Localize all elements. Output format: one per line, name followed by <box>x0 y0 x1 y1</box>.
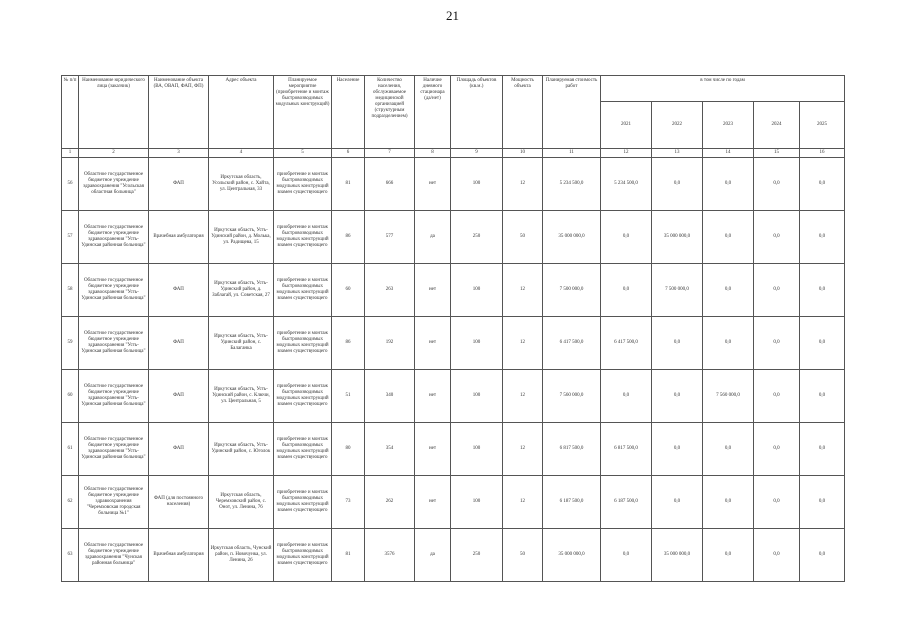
cell-row-number: 56 <box>62 158 79 211</box>
header-year-2023: 2023 <box>703 102 754 149</box>
header-name: Наименование юридического лица (заказчик) <box>79 76 149 149</box>
cell-year-2021: 0,0 <box>601 264 652 317</box>
cell-year-2025: 0,0 <box>800 423 845 476</box>
cell-year-2022: 35 000 000,0 <box>652 211 703 264</box>
cell-year-2023: 0,0 <box>703 211 754 264</box>
cell-year-2023: 7 560 000,0 <box>703 370 754 423</box>
header-year-2024: 2024 <box>754 102 800 149</box>
cell-address: Иркутская область, Усть-Удинский район, д. Заблагай, ул. Советская, 27 <box>209 264 274 317</box>
cell-measure: приобретение и монтаж быстровозводимых модульных конструкций взамен существующего <box>274 529 332 582</box>
table-row <box>62 423 845 476</box>
header-capacity: Количество населения, обслуживаемое медицинской организацией (структурным подразделением) <box>365 76 415 149</box>
header-year-2021: 2021 <box>601 102 652 149</box>
cell-year-2021: 6 417 500,0 <box>601 317 652 370</box>
col-number: 1 <box>62 149 79 158</box>
cell-area: 250 <box>451 211 503 264</box>
col-number: 16 <box>800 149 845 158</box>
cell-power: 12 <box>503 317 543 370</box>
cell-object-type: ФАП <box>149 423 209 476</box>
header-row <box>62 76 845 102</box>
cell-address: Иркутская область, Усть-Удинский район, с. Юголок <box>209 423 274 476</box>
cell-power: 50 <box>503 211 543 264</box>
cell-measure: приобретение и монтаж быстровозводимых модульных конструкций взамен существующего <box>274 423 332 476</box>
header-address: Адрес объекта <box>209 76 274 149</box>
cell-cost: 6 817 500,0 <box>543 423 601 476</box>
header-staff: Наличие дневного стационара (да/нет) <box>415 76 451 149</box>
cell-power: 12 <box>503 158 543 211</box>
col-number: 11 <box>543 149 601 158</box>
cell-row-number: 62 <box>62 476 79 529</box>
cell-organization-name: Областное государственное бюджетное учреждение здравоохранения "Усольская областная больница" <box>79 158 149 211</box>
cell-year-2025: 0,0 <box>800 370 845 423</box>
cell-area: 100 <box>451 264 503 317</box>
cell-year-2025: 0,0 <box>800 264 845 317</box>
cell-year-2022: 0,0 <box>652 317 703 370</box>
cell-object-type: ФАП <box>149 158 209 211</box>
cell-object-type: Врачебная амбулатория <box>149 529 209 582</box>
cell-day-hospital: нет <box>415 317 451 370</box>
cell-object-type: ФАП <box>149 264 209 317</box>
page-number: 21 <box>446 8 459 23</box>
cell-power: 12 <box>503 423 543 476</box>
cell-year-2024: 0,0 <box>754 211 800 264</box>
cell-year-2025: 0,0 <box>800 476 845 529</box>
cell-day-hospital: да <box>415 211 451 264</box>
cell-measure: приобретение и монтаж быстровозводимых модульных конструкций взамен существующего <box>274 317 332 370</box>
col-number: 4 <box>209 149 274 158</box>
cell-capacity: 262 <box>365 476 415 529</box>
cell-year-2024: 0,0 <box>754 476 800 529</box>
cell-cost: 6 417 500,0 <box>543 317 601 370</box>
cell-power: 12 <box>503 476 543 529</box>
cell-capacity: 577 <box>365 211 415 264</box>
col-number: 15 <box>754 149 800 158</box>
col-number: 3 <box>149 149 209 158</box>
cell-day-hospital: нет <box>415 370 451 423</box>
cell-area: 100 <box>451 317 503 370</box>
header-years-group: в том числе по годам <box>601 76 845 102</box>
cell-address: Иркутская область, Усть-Удинский район, с. Балаганка <box>209 317 274 370</box>
header-num: № п/п <box>62 76 79 149</box>
cell-measure: приобретение и монтаж быстровозводимых модульных конструкций взамен существующего <box>274 158 332 211</box>
cell-cost: 6 187 500,0 <box>543 476 601 529</box>
cell-population-index: 81 <box>332 529 365 582</box>
cell-cost: 7 500 000,0 <box>543 264 601 317</box>
cell-year-2021: 0,0 <box>601 211 652 264</box>
col-number: 9 <box>451 149 503 158</box>
header-year-2025: 2025 <box>800 102 845 149</box>
cell-cost: 35 000 000,0 <box>543 529 601 582</box>
cell-measure: приобретение и монтаж быстровозводимых модульных конструкций взамен существующего <box>274 476 332 529</box>
cell-day-hospital: нет <box>415 158 451 211</box>
header-pop: Население <box>332 76 365 149</box>
facilities-table <box>61 75 845 582</box>
cell-year-2022: 35 000 000,0 <box>652 529 703 582</box>
cell-row-number: 59 <box>62 317 79 370</box>
cell-population-index: 86 <box>332 211 365 264</box>
cell-organization-name: Областное государственное бюджетное учреждение здравоохранения "Усть-Удинская районная больница" <box>79 423 149 476</box>
col-number: 10 <box>503 149 543 158</box>
cell-power: 50 <box>503 529 543 582</box>
cell-cost: 7 560 000,0 <box>543 370 601 423</box>
cell-year-2022: 0,0 <box>652 476 703 529</box>
cell-population-index: 80 <box>332 423 365 476</box>
table-row <box>62 211 845 264</box>
cell-cost: 5 234 500,0 <box>543 158 601 211</box>
cell-area: 250 <box>451 529 503 582</box>
cell-population-index: 60 <box>332 264 365 317</box>
cell-object-type: ФАП (для постоянного населения) <box>149 476 209 529</box>
cell-measure: приобретение и монтаж быстровозводимых модульных конструкций взамен существующего <box>274 370 332 423</box>
col-number: 14 <box>703 149 754 158</box>
cell-organization-name: Областное государственное бюджетное учреждение здравоохранения "Усть-Удинская районная больница" <box>79 370 149 423</box>
cell-day-hospital: нет <box>415 476 451 529</box>
cell-address: Иркутская область, Черемховский район, с. Онот, ул. Ленина, 76 <box>209 476 274 529</box>
cell-year-2024: 0,0 <box>754 370 800 423</box>
cell-capacity: 666 <box>365 158 415 211</box>
cell-year-2024: 0,0 <box>754 423 800 476</box>
col-number: 6 <box>332 149 365 158</box>
col-number: 7 <box>365 149 415 158</box>
cell-year-2021: 0,0 <box>601 529 652 582</box>
cell-day-hospital: нет <box>415 423 451 476</box>
cell-population-index: 81 <box>332 158 365 211</box>
cell-organization-name: Областное государственное бюджетное учреждение здравоохранения "Чунская районная больница" <box>79 529 149 582</box>
cell-year-2024: 0,0 <box>754 158 800 211</box>
cell-day-hospital: да <box>415 529 451 582</box>
cell-year-2022: 0,0 <box>652 370 703 423</box>
cell-organization-name: Областное государственное бюджетное учреждение здравоохранения "Усть-Удинская районная больница" <box>79 317 149 370</box>
column-number-row <box>62 149 845 158</box>
col-number: 13 <box>652 149 703 158</box>
cell-measure: приобретение и монтаж быстровозводимых модульных конструкций взамен существующего <box>274 211 332 264</box>
cell-capacity: 263 <box>365 264 415 317</box>
cell-row-number: 57 <box>62 211 79 264</box>
cell-area: 100 <box>451 423 503 476</box>
cell-address: Иркутская область, Усть-Удинский район, д. Молька, ул. Радищева, 15 <box>209 211 274 264</box>
cell-measure: приобретение и монтаж быстровозводимых модульных конструкций взамен существующего <box>274 264 332 317</box>
cell-address: Иркутская область, Усольский район, с. Хайта, ул. Центральная, 33 <box>209 158 274 211</box>
cell-year-2023: 0,0 <box>703 317 754 370</box>
cell-population-index: 86 <box>332 317 365 370</box>
cell-year-2023: 0,0 <box>703 476 754 529</box>
cell-area: 100 <box>451 370 503 423</box>
cell-row-number: 63 <box>62 529 79 582</box>
cell-row-number: 58 <box>62 264 79 317</box>
cell-population-index: 51 <box>332 370 365 423</box>
cell-organization-name: Областное государственное бюджетное учреждение здравоохранения "Усть-Удинская районная больница" <box>79 211 149 264</box>
cell-year-2024: 0,0 <box>754 264 800 317</box>
cell-year-2021: 5 234 500,0 <box>601 158 652 211</box>
cell-year-2024: 0,0 <box>754 529 800 582</box>
cell-year-2022: 0,0 <box>652 423 703 476</box>
cell-address: Иркутская область, Усть-Удинский район, с. Ключи, ул. Центральная, 5 <box>209 370 274 423</box>
table-row <box>62 476 845 529</box>
cell-year-2025: 0,0 <box>800 158 845 211</box>
cell-capacity: 192 <box>365 317 415 370</box>
col-number: 12 <box>601 149 652 158</box>
table-row <box>62 370 845 423</box>
table-row <box>62 264 845 317</box>
header-cost: Планируемая стоимость работ <box>543 76 601 149</box>
cell-year-2023: 0,0 <box>703 158 754 211</box>
table-row <box>62 317 845 370</box>
cell-row-number: 61 <box>62 423 79 476</box>
cell-capacity: 354 <box>365 423 415 476</box>
cell-address: Иркутская область, Чунский район, п. Новочунка, ул. Ленина, 26 <box>209 529 274 582</box>
col-number: 8 <box>415 149 451 158</box>
cell-population-index: 73 <box>332 476 365 529</box>
cell-area: 100 <box>451 476 503 529</box>
cell-capacity: 3576 <box>365 529 415 582</box>
cell-year-2025: 0,0 <box>800 317 845 370</box>
header-year-2022: 2022 <box>652 102 703 149</box>
cell-year-2025: 0,0 <box>800 211 845 264</box>
cell-year-2021: 6 817 500,0 <box>601 423 652 476</box>
cell-capacity: 340 <box>365 370 415 423</box>
cell-area: 100 <box>451 158 503 211</box>
cell-row-number: 60 <box>62 370 79 423</box>
cell-year-2021: 0,0 <box>601 370 652 423</box>
cell-year-2023: 0,0 <box>703 264 754 317</box>
table-row <box>62 158 845 211</box>
cell-object-type: ФАП <box>149 317 209 370</box>
cell-organization-name: Областное государственное бюджетное учреждение здравоохранения "Черемховская городская больница №1" <box>79 476 149 529</box>
cell-day-hospital: нет <box>415 264 451 317</box>
cell-year-2025: 0,0 <box>800 529 845 582</box>
col-number: 5 <box>274 149 332 158</box>
header-power: Мощность объекта <box>503 76 543 149</box>
table-row <box>62 529 845 582</box>
table-body <box>62 158 845 582</box>
cell-power: 12 <box>503 370 543 423</box>
cell-year-2023: 0,0 <box>703 529 754 582</box>
header-measure: Планируемое мероприятие (приобретение и монтаж быстровозводимых модульных конструкций) <box>274 76 332 149</box>
header-type: Наименование объекта (ВА, ОВАП, ФАП, ФП) <box>149 76 209 149</box>
cell-year-2021: 6 187 500,0 <box>601 476 652 529</box>
cell-cost: 35 000 000,0 <box>543 211 601 264</box>
header-area: Площадь объектов (кв.м.) <box>451 76 503 149</box>
cell-object-type: Врачебная амбулатория <box>149 211 209 264</box>
cell-year-2022: 0,0 <box>652 158 703 211</box>
cell-year-2024: 0,0 <box>754 317 800 370</box>
cell-power: 12 <box>503 264 543 317</box>
cell-year-2023: 0,0 <box>703 423 754 476</box>
col-number: 2 <box>79 149 149 158</box>
cell-object-type: ФАП <box>149 370 209 423</box>
cell-year-2022: 7 500 000,0 <box>652 264 703 317</box>
cell-organization-name: Областное государственное бюджетное учреждение здравоохранения "Усть-Удинская районная больница" <box>79 264 149 317</box>
